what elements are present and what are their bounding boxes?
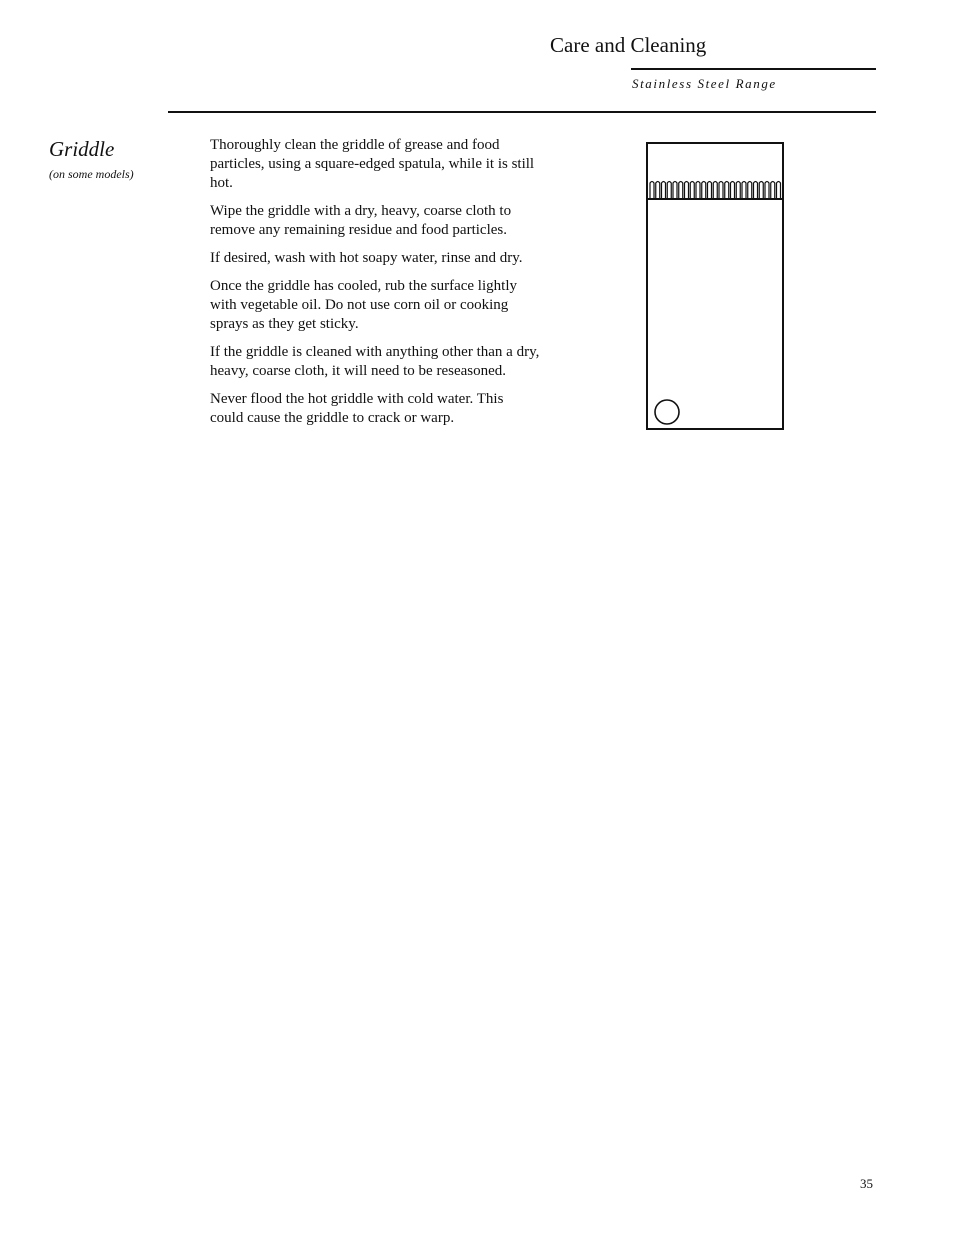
section-note: (on some models): [49, 167, 134, 181]
instruction-paragraph: Once the griddle has cooled, rub the surface lightly with vegetable oil. Do not use corn oil or cooking sprays as they get sticky.: [210, 278, 517, 332]
header-divider: [631, 68, 876, 70]
instruction-paragraph: If desired, wash with hot soapy water, rinse and dry.: [210, 250, 523, 266]
griddle-drain-hole: [655, 400, 679, 424]
instruction-paragraph: Thoroughly clean the griddle of grease and food particles, using a square-edged spatula, while it is still hot.: [210, 137, 535, 191]
page-header-title: Care and Cleaning: [550, 33, 707, 57]
griddle-illustration-icon: [645, 141, 785, 436]
instruction-paragraph: Never flood the hot griddle with cold water. This could cause the griddle to crack or warp.: [210, 391, 504, 426]
instructions-body: [210, 136, 540, 437]
page-header-subtitle: Stainless Steel Range: [632, 76, 777, 91]
instruction-paragraph: Wipe the griddle with a dry, heavy, coarse cloth to remove any remaining residue and food particles.: [210, 203, 512, 238]
section-title: Griddle: [49, 137, 115, 161]
page-number: 35: [860, 1176, 873, 1191]
instruction-paragraph: If the griddle is cleaned with anything other than a dry, heavy, coarse cloth, it will need to be reseasoned.: [210, 344, 540, 379]
section-divider: [168, 111, 876, 113]
